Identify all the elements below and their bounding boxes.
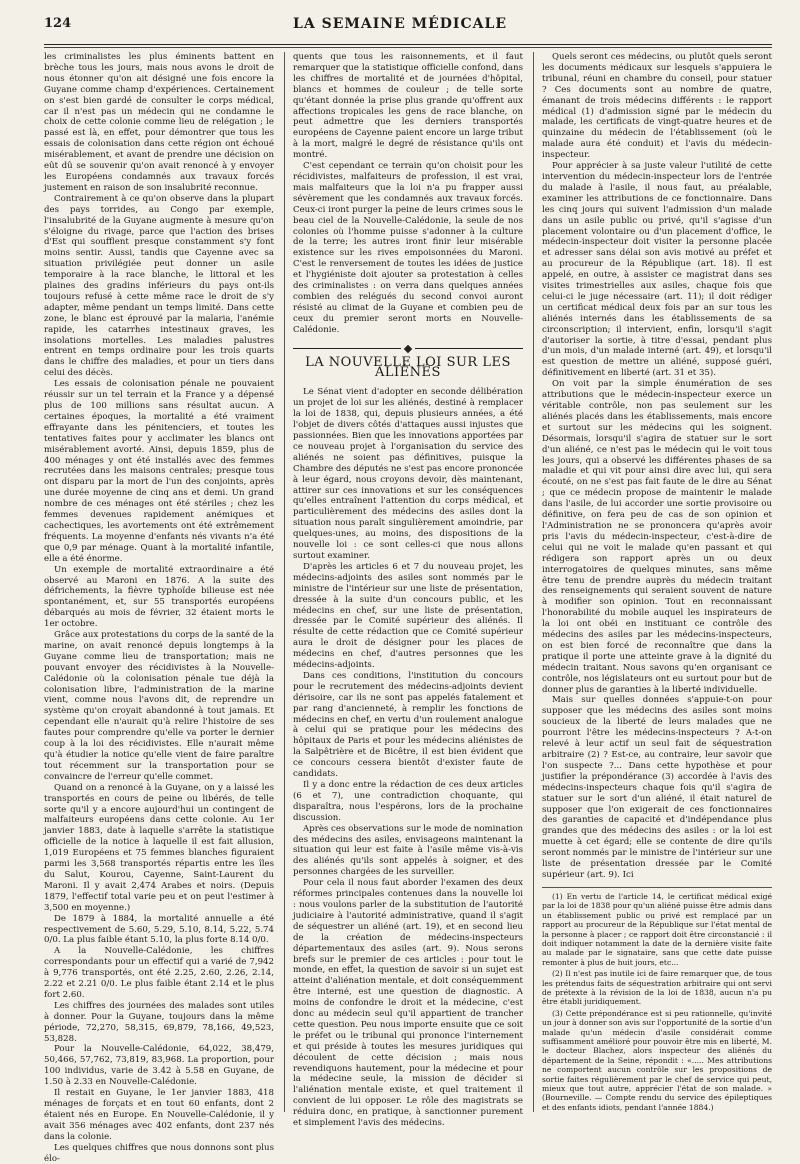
- paragraph: Après ces observations sur le mode de nomination des médecins des asiles, envisageons maintenant la situation qui leur est faite à l'asile même vis-à-vis des aliénés qu'ils sont appelés à soigner, et des personnes chargées de les surveiller.: [293, 823, 523, 878]
- paragraph: Mais sur quelles données s'appuie-t-on pour supposer que les médecins des asiles sont moins soucieux de la liberté de leurs malades que ne pourront l'être les médecins-inspecteurs ? A-t-on relevé à leur actif un seul fait de séquestration arbitraire (2) ? Est-ce, au contraire, leur savoir que l'on suspecte ?... Dans cette hypothèse et pour justifier la prépondérance (3) accordée à l'avis des médecins-inspecteurs chaque fois qu'il s'agira de statuer sur le sort d'un aliéné, il était naturel de supposer que l'on exigerait de ces fonctionnaires des garanties de capacité et d'indépendance plus grandes que des médecins des asiles : or la loi est muette à cet égard; elle se contente de dire qu'ils seront nommés par le ministre de l'intérieur sur une liste de présentation dressée par le Comité supérieur (art. 9). Ici: [542, 695, 772, 880]
- column-middle: [284, 52, 523, 1129]
- paragraph: Le Sénat vient d'adopter en seconde délibération un projet de loi sur les aliénés, destiné à remplacer la loi de 1838, qui, depuis plusieurs années, a été l'objet de divers côtés d'attaques aussi injustes que passionnées. Bien que les innovations apportées par ce nouveau projet à l'organisation du service des aliénés ne soient pas définitives, puisque la Chambre des députés ne s'est pas encore prononcée à leur égard, nous croyons devoir, dès maintenant, attirer sur ces innovations et sur les conséquences qu'elles entraînent l'attention du corps médical, et particulièrement des médecins des asiles dont la situation nous paraît singulièrement amoindrie, par quelques-unes, au moins, des dispositions de la nouvelle loi : ce sont celles-ci que nous allons surtout examiner.: [293, 387, 523, 561]
- footnote: (3) Cette prépondérance est si peu rationnelle, qu'invité un jour à donner son avis sur l'opportunité de la sortie d'un malade qu'un médecin d'asile considérait comme suffisamment amélioré pour pouvoir être mis en liberté, M. le docteur Blachez, alors inspecteur des aliénés du département de la Seine, répondit : «..... Mes attributions ne comportent aucun contrôle sur les propositions de sortie faites régulièrement par le chef de service qui peut, mieux que tout autre, apprécier l'état de son malade. » (Bourneville. — Compte rendu du service des épileptiques et des enfants idiots, pendant l'année 1884.): [542, 1008, 772, 1112]
- paragraph: Il restait en Guyane, le 1er janvier 1883, 418 ménages de forçats et en tout 60 enfants, dont 2 étaient nés en Europe. En Nouvelle-Calédonie, il y avait 356 ménages avec 402 enfants, dont 237 nés dans la colonie.: [44, 1088, 274, 1142]
- footnotes: [542, 887, 772, 1112]
- paragraph: Il y a donc entre la rédaction de ces deux articles (6 et 7), une contradiction choquante, qui disparaîtra, nous l'espérons, lors de la prochaine discussion.: [293, 780, 523, 823]
- paragraph: quents que tous les raisonnements, et il faut remarquer que la statistique officielle confond, dans les chiffres de mortalité et de journées d'hôpital, blancs et hommes de couleur ; de telle sorte qu'étant donnée la prise plus grande qu'offrent aux affections tropicales les gens de race blanche, on peut admettre que les derniers transportés européens de Cayenne paient encore un large tribut à la mort, malgré le degré de résistance qu'ils ont montré.: [293, 52, 523, 161]
- text-columns: [44, 52, 772, 1164]
- footnote: (2) Il n'est pas inutile ici de faire remarquer que, de tous les prétendus faits de séquestration arbitraire qui ont servi de prétexte à la révision de la loi de 1838, aucun n'a pu être établi juridiquement.: [542, 969, 772, 1007]
- paragraph: les criminalistes les plus éminents battent en brèche tous les jours, mais nous avons le droit de nous étonner qu'on ait désigné une fois encore la Guyane comme champ d'expériences. Certainement on s'est bien gardé de consulter le corps médical, car il n'est pas un médecin qui ne condamne le choix de cette colonie comme lieu de relégation ; le passé est là, en effet, pour démontrer que tous les essais de colonisation dans cette région ont échoué misérablement, et avant de prendre une décision on eût dû se souvenir qu'on avait renoncé à y envoyer les Européens condamnés aux travaux forcés justement en raison de son insalubrité reconnue.: [44, 52, 274, 193]
- paragraph: Les chiffres des journées des malades sont utiles à donner. Pour la Guyane, toujours dans la même période, 72,270, 58,315, 69,879, 78,166, 49,523, 53,828.: [44, 1000, 274, 1044]
- page-number: 124: [44, 16, 72, 31]
- paragraph: Dans ces conditions, l'institution du concours pour le recrutement des médecins-adjoints devient dérisoire, car ils ne sont pas appelés fatalement et par rang d'ancienneté, à remplir les fonctions de médecins en chef, en vertu d'un roulement analogue à celui qui se pratique pour les médecins des hôpitaux de Paris et pour les médecins aliénistes de la Salpêtrière et de Bicêtre, il est bien évident que ce concours cessera bientôt d'exister faute de candidats.: [293, 670, 523, 780]
- paragraph: Quand on a renoncé à la Guyane, on y a laissé les transportés en cours de peine ou libérés, de telle sorte qu'il y a encore aujourd'hui un contingent de malfaiteurs européens dans cette colonie. Au 1er janvier 1883, date à laquelle s'arrête la statistique officielle de la notice à laquelle il est fait allusion, 1,019 Européens et 75 femmes blanches figuraient parmi les 3,568 transportés répartis entre les îles du Salut, Kourou, Cayenne, Saint-Laurent du Maroni. Il y avait 2,474 Arabes et noirs. (Depuis 1879, l'effectif total varie peu et on peut l'estimer à 3,500 en moyenne.): [44, 782, 274, 913]
- paragraph: A la Nouvelle-Calédonie, les chiffres correspondants pour un effectif qui a varié de 7,942 à 9,776 transportés, ont été 2.25, 2.60, 2.26, 2.14, 2.22 et 2.21 0/0. Le plus faible étant 2.14 et le plus fort 2.60.: [44, 946, 274, 1000]
- journal-title: LA SEMAINE MÉDICALE: [293, 16, 507, 32]
- footnote: (1) En vertu de l'article 14, le certificat médical exigé par la loi de 1838 pour qu'un aliéné puisse être admis dans un établissement public ou privé est remplacé par un rapport au procureur de la République sur l'état mental de la personne à placer ; ce rapport doit être circonstancié : il doit indiquer notamment la date de la dernière visite faite au malade par le signataire, sans que cette date puisse remonter à plus de huit jours, etc...: [542, 891, 772, 967]
- paragraph: Pour apprécier à sa juste valeur l'utilité de cette intervention du médecin-inspecteur lors de l'entrée du malade à l'asile, il nous faut, au préalable, examiner les attributions de ce fonctionnaire. Dans les cinq jours qui suivent l'admission d'un malade dans un asile public ou privé, qu'il s'agisse d'un placement volontaire ou d'un placement d'office, le médecin-inspecteur doit visiter la personne placée et adresser sans délai son avis motivé au préfet et au procureur de la République (art. 18). Il est appelé, en outre, à assister ce magistrat dans ses visites trimestrielles aux asiles, chaque fois que celui-ci le juge nécessaire (art. 11); il doit rédiger un certificat médical deux fois par an sur tous les aliénés internés dans les établissements de sa circonscription; il intervient, enfin, lorsqu'il s'agit d'autoriser la sortie, à titre d'essai, pendant plus d'un mois, d'un malade interné (art. 49), et lorsqu'il est question de mettre un aliéné, supposé guéri, définitivement en liberté (art. 31 et 35).: [542, 161, 772, 379]
- paragraph: Les quelques chiffres que nous donnons sont plus élo-: [44, 1142, 274, 1164]
- paragraph: Pour la Nouvelle-Calédonie, 64,022, 38,479, 50,466, 57,762, 73,819, 83,968. La proportion, pour 100 individus, varie de 3.42 à 5.58 en Guyane, de 1.50 à 2.33 en Nouvelle-Calédonie.: [44, 1044, 274, 1088]
- paragraph: Grâce aux protestations du corps de la santé de la marine, on avait renoncé depuis longtemps à la Guyane comme lieu de transportation; mais ne pouvant envoyer des récidivistes à la Nouvelle-Calédonie où la colonisation pénale tue déjà la colonisation libre, l'administration de la marine vient, comme nous l'avons dit, de reprendre un système qu'on croyait abandonné à tout jamais. Et cependant elle n'aurait qu'à relire l'histoire de ses fautes pour comprendre qu'elle va porter le dernier coup à la loi des récidivistes. Elle n'aurait même qu'à étudier la notice qu'elle vient de faire paraître tout récemment sur la transportation pour se convaincre de l'erreur qu'elle commet.: [44, 630, 274, 782]
- paragraph: On voit par la simple énumération de ses attributions que le médecin-inspecteur exerce un véritable contrôle, non pas seulement sur les aliénés placés dans les établissements, mais encore et surtout sur les médecins qui les soignent. Désormais, lorsqu'il s'agira de statuer sur le sort d'un aliéné, ce n'est pas le médecin qui le voit tous les jours, qui a observé les différentes phases de sa maladie et qui vit pour ainsi dire avec lui, qui sera écouté, on ne s'est pas fait faute de le dire au Sénat ; que ce médecin propose de maintenir le malade dans l'asile, de lui accorder une sortie provisoire ou définitive, on fera peu de cas de son opinion et l'Administration ne se prononcera qu'après avoir pris l'avis du médecin-inspecteur, c'est-à-dire de celui qui ne voit le malade qu'en passant et qui rédigera son rapport après un ou deux interrogatoires de quelques minutes, sans même être tenu de prendre auprès du médecin traitant des renseignements qui seraient souvent de nature à modifier son opinion. Tout en reconnaissant l'honorabilité du mobile auquel les inspirateurs de la loi ont obéi en instituant ce contrôle des médecins des asiles par les médecins-inspecteurs, on est bien forcé de reconnaître que dans la pratique il porte une atteinte grave à la dignité du médecin traitant. Nous savons qu'en organisant ce contrôle, nos législateurs ont eu surtout pour but de donner plus de garanties à la liberté individuelle.: [542, 379, 772, 695]
- section-divider: [293, 346, 523, 352]
- article-title: LA NOUVELLE LOI SUR LES ALIÉNÉS: [305, 354, 511, 381]
- paragraph: De 1879 à 1884, la mortalité annuelle a été respectivement de 5.60, 5.29, 5.10, 8.14, 5.22, 5.74 0/0. La plus faible étant 5.10, la plus forte 8.14 0/0.: [44, 913, 274, 946]
- paragraph: C'est cependant ce terrain qu'on choisit pour les récidivistes, malfaiteurs de profession, il est vrai, mais malfaiteurs que la loi n'a pu frapper aussi sévèrement que les condamnés aux travaux forcés. Ceux-ci iront purger la peine de leurs crimes sous le beau ciel de la Nouvelle-Calédonie, la seule de nos colonies où l'homme puisse s'adonner à la culture de la terre; les autres iront finir leur misérable existence sur les rives empoisonnées du Maroni. C'est le renversement de toutes les idées de justice et l'hygiéniste doit ajouter sa protestation à celles des criminalistes : on verra dans quelques années combien des relégués du second convoi auront résisté au climat de la Guyane et combien peu de ceux du premier seront morts en Nouvelle-Calédonie.: [293, 161, 523, 335]
- column-right: [533, 52, 772, 1112]
- paragraph: Quels seront ces médecins, ou plutôt quels seront les documents médicaux sur lesquels s'appuiera le tribunal, réuni en chambre du conseil, pour statuer ? Ces documents sont au nombre de quatre, émanant de trois médecins différents : le rapport médical (1) d'admission signé par le médecin du malade, les certificats de vingt-quatre heures et de quinzaine du médecin de l'établissement (où le malade aura été conduit) et l'avis du médecin-inspecteur.: [542, 52, 772, 161]
- paragraph: Les essais de colonisation pénale ne pouvaient réussir sur un tel terrain et la France y a dépensé plus de 100 millions sans résultat aucun. A certaines époques, la mortalité a été vraiment effrayante dans les pénitenciers, et toutes les tentatives faites pour y acclimater les blancs ont misérablement avorté. Ainsi, depuis 1859, plus de 400 ménages y ont été installés avec des femmes recrutées dans les maisons centrales; presque tous ont disparu par la mort de l'un des conjoints, après une durée moyenne de cinq ans et demi. Un grand nombre de ces ménages ont été stériles ; chez les femmes devenues rapidement anémiques et cachectiques, les avortements ont été extrêmement fréquents. La moyenne d'enfants nés vivants n'a été que 0,9 par ménage. Quant à la mortalité infantile, elle a été énorme.: [44, 379, 274, 564]
- header-rule-thin: [44, 47, 772, 48]
- paragraph: Pour cela il nous faut aborder l'examen des deux réformes principales contenues dans la nouvelle loi : nous voulons parler de la substitution de l'autorité judiciaire à l'autorité administrative, quand il s'agit de séquestrer un aliéné (art. 19), et en second lieu de la création de médecins-inspecteurs départementaux des asiles (art. 9). Nous serons brefs sur le premier de ces articles : pour tout le monde, en effet, la question de savoir si un sujet est atteint d'aliénation mentale, et doit conséquemment être interné, est une question de diagnostic. A moins de confondre le droit et la médecine, c'est donc au médecin seul qu'il appartient de trancher cette question. Peu nous importe ensuite que ce soit le préfet ou le tribunal qui prononce l'internement et qui préside à toutes les mesures juridiques qui découlent de cette décision ; mais nous revendiquons hautement, pour la médecine et pour la médecine seule, la mission de décider si l'aliénation mentale existe, et quel traitement il convient de lui opposer. Le rôle des magistrats se réduira donc, en pratique, à sanctionner purement et simplement l'avis des médecins.: [293, 878, 523, 1129]
- paragraph: Un exemple de mortalité extraordinaire a été observé au Maroni en 1876. A la suite des défrichements, la fièvre typhoïde bilieuse est née spontanément, et, sur 55 transportés européens débarqués au mois de février, 32 étaient morts le 1er octobre.: [44, 564, 274, 630]
- paragraph: Contrairement à ce qu'on observe dans la plupart des pays torrides, au Congo par exemple, l'insalubrité de la Guyane augmente à mesure qu'on s'éloigne du rivage, parce que l'action des brises d'Est qui soufflent presque constamment s'y font moins sentir. Aussi, tandis que Cayenne avec sa situation privilégiée peut donner un asile temporaire à la race blanche, le littoral et les plaines des gradins inférieurs du pays ont-ils toujours refusé à cette même race le droit de s'y adapter, même pendant un temps limité. Dans cette zone, le blanc est éprouvé par la malaria, l'anémie rapide, les catarrhes intestinaux graves, les insolations mortelles. Les maladies palustres entrent en temps ordinaire pour les trois quarts dans le chiffre des maladies, et pour un tiers dans celui des décès.: [44, 193, 274, 379]
- paragraph: D'après les articles 6 et 7 du nouveau projet, les médecins-adjoints des asiles sont nommés par le ministre de l'intérieur sur une liste de présentation, dressée à la suite d'un concours public, et les médecins en chef, sur une liste de présentation, dressée par le Comité supérieur des aliénés. Il résulte de cette rédaction que ce Comité supérieur aura le droit de désigner pour les places de médecins en chef, d'autres personnes que les médecins-adjoints.: [293, 561, 523, 671]
- column-left: [44, 52, 274, 1164]
- header-rule: [44, 44, 772, 45]
